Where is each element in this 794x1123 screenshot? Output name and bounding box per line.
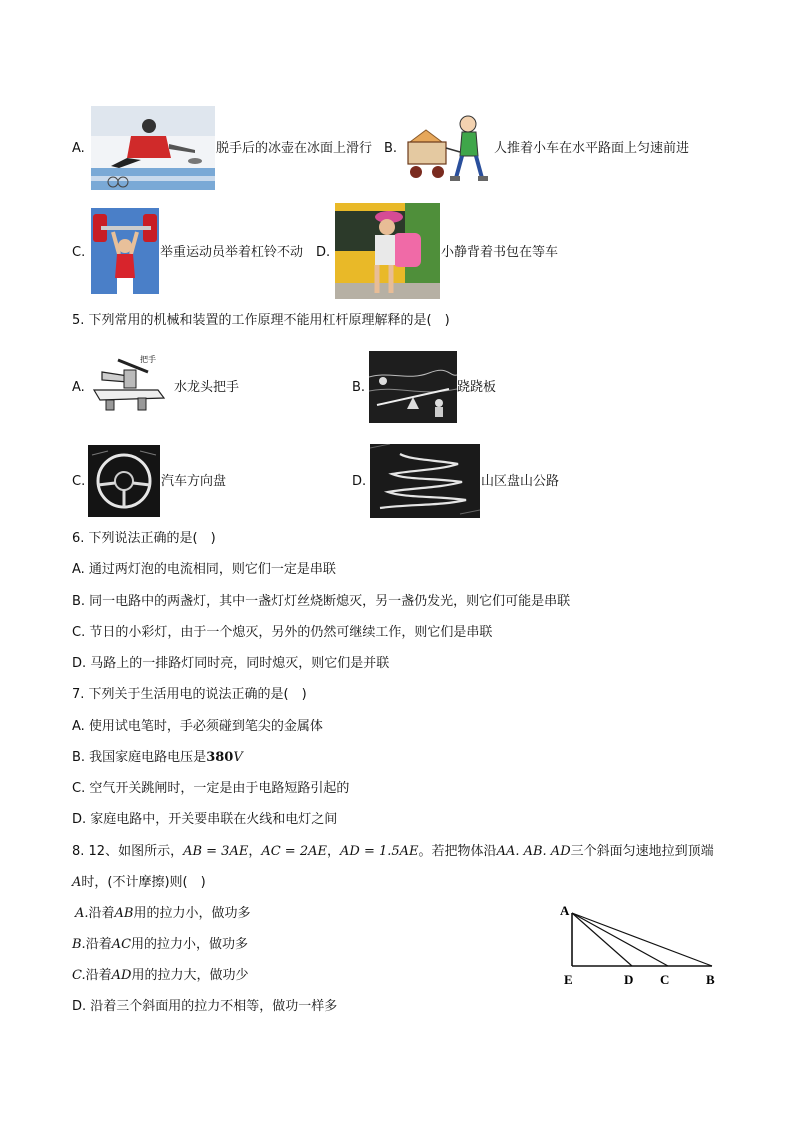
q8-option-c-label: C. bbox=[72, 968, 86, 983]
q4-option-b-text: 人推着小车在水平路面上匀速前进 bbox=[494, 141, 690, 156]
q5-option-a-text: 水龙头把手 bbox=[174, 380, 240, 395]
steering-wheel-photo bbox=[88, 445, 160, 517]
q8-option-c-pre: 沿着 bbox=[85, 968, 112, 983]
q8-eq-ad: AD = 1.5AE bbox=[340, 844, 419, 859]
q8-stem-mid: 。若把物体沿 bbox=[418, 844, 497, 859]
pushing-cart-drawing bbox=[404, 110, 494, 186]
q8-option-a-pre: 沿着 bbox=[88, 906, 115, 921]
q8-stem-end: 三个斜面匀速地拉到顶端 bbox=[570, 844, 714, 859]
faucet-handle-label: 把手 bbox=[140, 355, 156, 364]
q8-option-b-pre: 沿着 bbox=[85, 937, 112, 952]
q4-option-d-letter: D. bbox=[316, 245, 331, 260]
point-b-label: B bbox=[706, 972, 715, 987]
q8-option-a-var: AB bbox=[114, 906, 134, 921]
q7-voltage-value: 380 bbox=[206, 750, 234, 765]
incline-ac bbox=[572, 913, 668, 966]
q8-option-a bbox=[75, 905, 251, 923]
q8-stem-line1 bbox=[72, 843, 714, 861]
q5-option-c-text: 汽车方向盘 bbox=[161, 474, 227, 489]
q4-option-a-letter: A. bbox=[72, 141, 85, 156]
q8-option-c-var: AD bbox=[111, 968, 132, 983]
q4-option-b-letter: B. bbox=[384, 141, 398, 156]
q5-option-b-letter: B. bbox=[352, 380, 366, 395]
q6-option-c: C. 节日的小彩灯，由于一个熄灭，另外的仍然可继续工作，则它们是串联 bbox=[72, 625, 493, 640]
curling-photo bbox=[91, 106, 215, 190]
q8-option-b-post: 用的拉力小，做功多 bbox=[131, 937, 249, 952]
q8-option-a-post: 用的拉力小，做功多 bbox=[133, 906, 251, 921]
point-a-label: A bbox=[560, 903, 570, 918]
q7-option-d: D. 家庭电路中，开关要串联在火线和电灯之间 bbox=[72, 812, 338, 827]
incline-ab bbox=[572, 913, 712, 966]
q4-option-d-text: 小静背着书包在等车 bbox=[441, 245, 559, 260]
q8-option-a-label: A. bbox=[75, 906, 89, 921]
q8-paths: AA. AB. AD bbox=[496, 844, 571, 859]
q8-option-b-label: B. bbox=[72, 937, 86, 952]
point-d-label: D bbox=[624, 972, 634, 987]
mountain-road-photo bbox=[370, 444, 480, 518]
q8-option-b-var: AC bbox=[111, 937, 132, 952]
q7-stem: 7. 下列关于生活用电的说法正确的是( ) bbox=[72, 687, 307, 702]
point-e-label: E bbox=[564, 972, 573, 987]
q4-option-c-letter: C. bbox=[72, 245, 86, 260]
point-c-label: C bbox=[660, 972, 670, 987]
q8-eq-ac: AC = 2AE bbox=[261, 844, 327, 859]
q6-stem: 6. 下列说法正确的是( ) bbox=[72, 531, 216, 546]
q7-voltage-unit: V bbox=[233, 750, 243, 765]
q8-stem-prefix: 8. 12、如图所示， bbox=[72, 844, 184, 859]
incline-ad bbox=[572, 913, 632, 966]
girl-waiting-bus-photo bbox=[335, 203, 440, 299]
q4-option-a-text: 脱手后的冰壶在冰面上滑行 bbox=[216, 141, 373, 156]
q4-option-c-text: 举重运动员举着杠铃不动 bbox=[160, 245, 304, 260]
q8-stem-line2 bbox=[72, 874, 206, 892]
q7-option-a: A. 使用试电笔时，手必须碰到笔尖的金属体 bbox=[72, 719, 323, 734]
faucet-handle-drawing bbox=[88, 352, 172, 414]
q8-sep-1: ， bbox=[248, 844, 262, 859]
q5-option-d-letter: D. bbox=[352, 474, 367, 489]
seesaw-photo bbox=[369, 351, 457, 423]
q7-option-b-prefix: B. 我国家庭电路电压是 bbox=[72, 750, 207, 765]
q6-option-b: B. 同一电路中的两盏灯，其中一盏灯灯丝烧断熄灭，另一盏仍发光，则它们可能是串联 bbox=[72, 594, 571, 609]
q7-option-c: C. 空气开关跳闸时，一定是由于电路短路引起的 bbox=[72, 781, 350, 796]
q8-top-point: A bbox=[72, 875, 82, 890]
q8-option-c bbox=[72, 967, 248, 985]
q8-option-c-post: 用的拉力大，做功少 bbox=[131, 968, 249, 983]
q5-option-b-text: 跷跷板 bbox=[457, 380, 497, 395]
q8-sep-2: ， bbox=[327, 844, 341, 859]
q8-option-d: D. 沿着三个斜面用的拉力不相等，做功一样多 bbox=[72, 999, 338, 1014]
incline-diagram bbox=[556, 900, 726, 992]
q7-option-b bbox=[72, 749, 243, 767]
q6-option-d: D. 马路上的一排路灯同时亮，同时熄灭，则它们是并联 bbox=[72, 656, 390, 671]
q8-eq-ab: AB = 3AE bbox=[183, 844, 249, 859]
q8-stem-line2-text: 时，(不计摩擦)则( ) bbox=[81, 875, 206, 890]
q5-option-d-text: 山区盘山公路 bbox=[481, 474, 560, 489]
q5-option-c-letter: C. bbox=[72, 474, 86, 489]
q5-option-a-letter: A. bbox=[72, 380, 85, 395]
q6-option-a: A. 通过两灯泡的电流相同，则它们一定是串联 bbox=[72, 562, 336, 577]
q5-stem: 5. 下列常用的机械和装置的工作原理不能用杠杆原理解释的是( ) bbox=[72, 313, 450, 328]
weightlifter-photo bbox=[91, 208, 159, 294]
q8-option-b bbox=[72, 936, 248, 954]
